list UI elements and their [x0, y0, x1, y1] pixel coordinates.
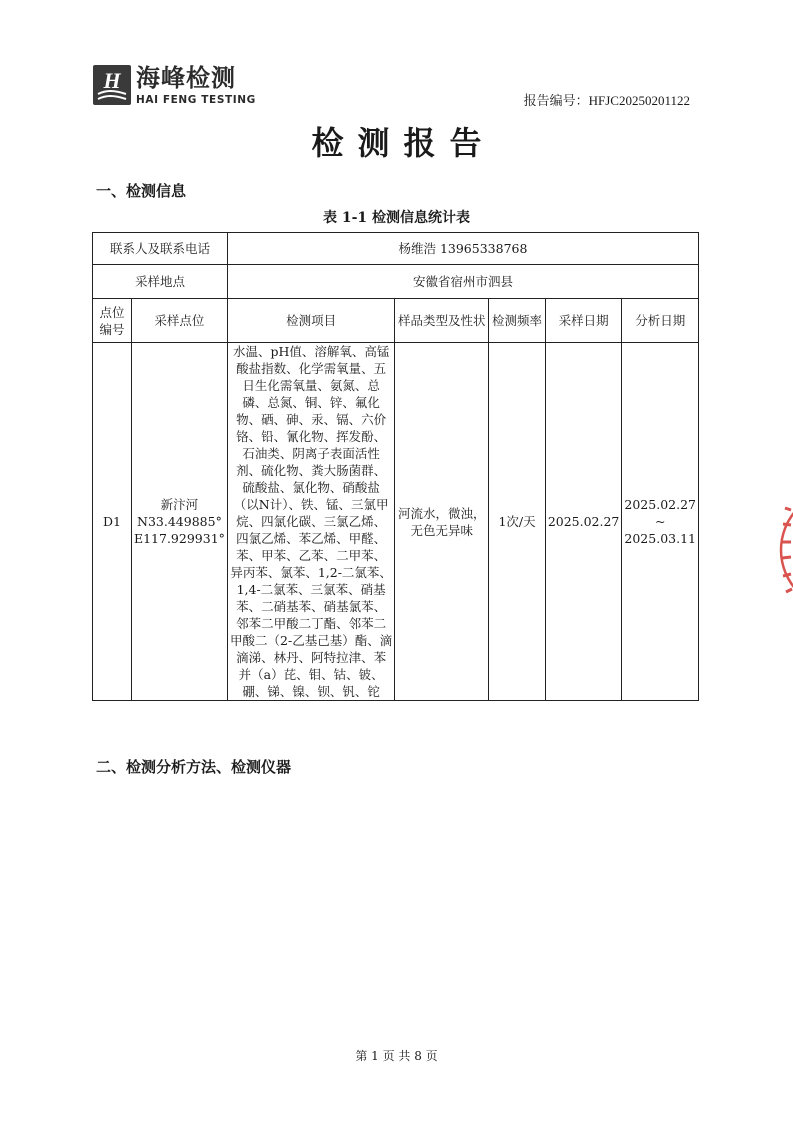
contact-value-cell: 杨维浩 13965338768 — [227, 233, 698, 265]
location-value-cell: 安徽省宿州市泗县 — [227, 265, 698, 299]
section-heading-detection-info: 一、检测信息 — [96, 182, 187, 200]
report-number — [524, 90, 690, 109]
sample-type-line2: 无色无异味 — [410, 522, 474, 538]
cell-sample-date: 2025.02.27 — [545, 343, 622, 701]
table-header-row — [93, 299, 699, 343]
section-heading-methods: 二、检测分析方法、检测仪器 — [96, 758, 292, 776]
header-analysis-date: 分析日期 — [622, 299, 699, 343]
table-row — [93, 233, 699, 265]
svg-text:H: H — [103, 68, 121, 93]
header-sample-date: 采样日期 — [545, 299, 622, 343]
point-name: 新汴河 — [160, 497, 199, 512]
point-latitude: N33.449885° — [137, 514, 222, 529]
table-caption: 表 1-1 检测信息统计表 — [322, 210, 471, 226]
haifeng-logo-icon — [92, 64, 132, 106]
report-number-value: HFJC20250201122 — [588, 93, 690, 108]
table-row — [93, 343, 699, 701]
page-footer: 第 1 页 共 8 页 — [355, 1049, 438, 1063]
logo-chinese-name: 海峰检测 — [136, 64, 236, 92]
cell-detection-items: 水温、pH值、溶解氧、高锰酸盐指数、化学需氧量、五日生化需氧量、氨氮、总磷、总氮、铜、锌、氟化物、硒、砷、汞、镉、六价铬、铅、氰化物、挥发酚、石油类、阴离子表面活性剂、硫化物、粪大肠菌群、硫酸盐、氯化物、硝酸盐（以N计）、铁、锰、三氯甲烷、四氯化碳、三氯乙烯、四氯乙烯、苯乙烯、甲醛、苯、甲苯、乙苯、二甲苯、异丙苯、氯苯、1,2-二氯苯、1,4-二氯苯、三氯苯、硝基苯、二硝基苯、硝基氯苯、邻苯二甲酸二丁酯、邻苯二甲酸二（2-乙基己基）酯、滴滴涕、林丹、阿特拉津、苯并（a）芘、钼、钴、铍、硼、锑、镍、钡、钒、铊 — [227, 343, 394, 701]
cell-point — [131, 343, 227, 701]
point-longitude: E117.929931° — [133, 531, 225, 546]
analysis-end-date: 2025.03.11 — [624, 531, 696, 546]
header-sample-type: 样品类型及性状 — [395, 299, 489, 343]
header-point: 采样点位 — [131, 299, 227, 343]
cell-sample-type — [395, 343, 489, 701]
header-items: 检测项目 — [227, 299, 394, 343]
cell-point-no: D1 — [93, 343, 132, 701]
seal-stamp-icon — [771, 490, 793, 610]
header-frequency: 检测频率 — [489, 299, 546, 343]
analysis-start-date: 2025.02.27 — [624, 497, 696, 512]
cell-frequency: 1次/天 — [489, 343, 546, 701]
report-number-label: 报告编号： — [523, 93, 589, 108]
header-point-no: 点位编号 — [93, 299, 132, 343]
cell-analysis-date — [622, 343, 699, 701]
logo-english-name: HAI FENG TESTING — [136, 94, 256, 106]
location-label-cell: 采样地点 — [93, 265, 228, 299]
company-logo — [92, 64, 262, 110]
page-title: 检测报告 — [311, 124, 496, 162]
sample-type-line1: 河流水，微浊， — [398, 505, 486, 521]
table-row — [93, 265, 699, 299]
detection-info-table — [92, 232, 699, 701]
analysis-date-separator: ~ — [654, 514, 666, 529]
contact-label-cell: 联系人及联系电话 — [93, 233, 228, 265]
